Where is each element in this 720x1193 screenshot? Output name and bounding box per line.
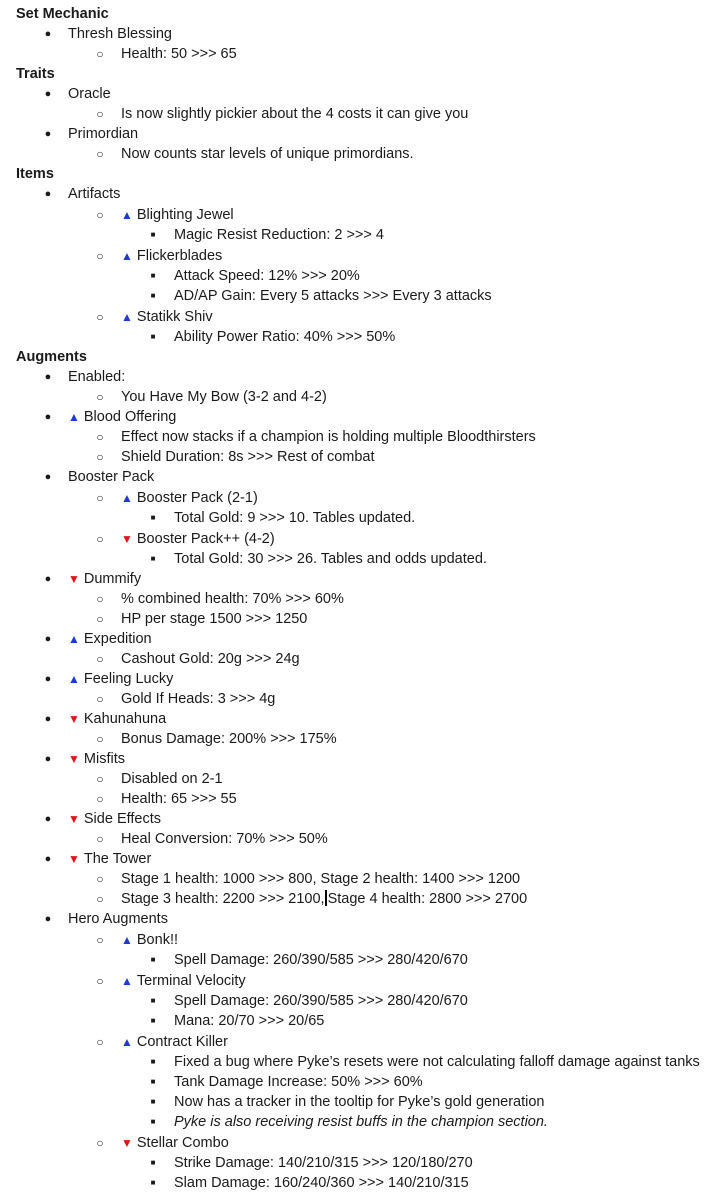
item-text	[174, 1112, 548, 1132]
item-text	[121, 1032, 228, 1052]
item-text	[68, 669, 173, 689]
list-item	[0, 729, 720, 749]
item-text	[174, 286, 492, 306]
item-label: Is now slightly pickier about the 4 costs it can give you	[121, 106, 469, 122]
item-label: Strike Damage: 140/210/315 >>> 120/180/270	[174, 1155, 473, 1171]
item-label: Spell Damage: 260/390/585 >>> 280/420/670	[174, 993, 468, 1009]
item-text	[121, 44, 237, 64]
item-label: Shield Duration: 8s >>> Rest of combat	[121, 449, 375, 465]
item-label: Misfits	[83, 751, 125, 767]
bullet-circle: ○	[96, 612, 104, 626]
list-item	[0, 407, 720, 427]
item-label: Dummify	[83, 571, 142, 587]
item-label: Heal Conversion: 70% >>> 50%	[121, 831, 328, 847]
list-item	[0, 809, 720, 829]
item-text	[68, 749, 125, 769]
item-label: Blighting Jewel	[136, 207, 234, 223]
buff-arrow-icon: ▲	[121, 933, 133, 947]
item-text	[68, 407, 176, 427]
list-item	[0, 549, 720, 569]
item-label: Terminal Velocity	[136, 973, 246, 989]
bullet-circle: ○	[96, 592, 104, 606]
item-text	[121, 447, 375, 467]
bullet-square: ■	[150, 332, 156, 341]
item-text	[68, 909, 168, 929]
list-item	[0, 849, 720, 869]
nerf-arrow-icon: ▼	[68, 852, 80, 866]
nerf-arrow-icon: ▼	[121, 532, 133, 546]
bullet-square: ■	[150, 554, 156, 563]
item-label: Bonus Damage: 200% >>> 175%	[121, 731, 337, 747]
item-text	[174, 1052, 700, 1072]
bullet-square: ■	[150, 1057, 156, 1066]
item-text	[121, 889, 527, 909]
bullet-disc: ●	[44, 188, 52, 200]
item-label: Total Gold: 30 >>> 26. Tables and odds updated.	[174, 551, 487, 567]
bullet-circle: ○	[96, 692, 104, 706]
list-item	[0, 144, 720, 164]
item-label: Total Gold: 9 >>> 10. Tables updated.	[174, 510, 416, 526]
bullet-disc: ●	[44, 411, 52, 423]
bullet-circle: ○	[96, 47, 104, 61]
item-text	[68, 184, 120, 204]
buff-arrow-icon: ▲	[68, 672, 80, 686]
bullet-circle: ○	[96, 450, 104, 464]
list-item	[0, 1011, 720, 1031]
section-heading: Traits	[16, 66, 55, 82]
item-text	[121, 930, 178, 950]
text-cursor	[325, 890, 327, 906]
item-text	[174, 1092, 545, 1112]
list-item	[0, 1052, 720, 1072]
bullet-circle: ○	[96, 933, 104, 947]
item-text	[174, 991, 468, 1011]
nerf-arrow-icon: ▼	[68, 712, 80, 726]
item-text	[174, 549, 487, 569]
bullet-disc: ●	[44, 713, 52, 725]
nerf-arrow-icon: ▼	[68, 752, 80, 766]
item-text	[121, 769, 223, 789]
item-label: Expedition	[83, 631, 152, 647]
item-label: Bonk!!	[136, 932, 178, 948]
bullet-circle: ○	[96, 1136, 104, 1150]
bullet-circle: ○	[96, 532, 104, 546]
list-item	[0, 709, 720, 729]
item-text	[68, 84, 111, 104]
item-label: The Tower	[83, 851, 152, 867]
bullet-circle: ○	[96, 1035, 104, 1049]
list-item	[0, 184, 720, 204]
list-item	[0, 427, 720, 447]
item-label: Now counts star levels of unique primordians.	[121, 146, 414, 162]
bullet-circle: ○	[96, 430, 104, 444]
item-label: Enabled:	[68, 369, 126, 385]
bullet-circle: ○	[96, 310, 104, 324]
bullet-circle: ○	[96, 147, 104, 161]
item-text	[121, 971, 246, 991]
list-item	[0, 387, 720, 407]
bullet-circle: ○	[96, 792, 104, 806]
item-label: Booster Pack	[68, 469, 155, 485]
item-text	[174, 266, 360, 286]
list-item	[0, 609, 720, 629]
list-item	[0, 1133, 720, 1153]
item-label: Spell Damage: 260/390/585 >>> 280/420/670	[174, 952, 468, 968]
item-label: Mana: 20/70 >>> 20/65	[174, 1013, 325, 1029]
item-text	[121, 609, 307, 629]
item-label: Kahunahuna	[83, 711, 167, 727]
item-label: Gold If Heads: 3 >>> 4g	[121, 691, 276, 707]
list-item	[0, 246, 720, 266]
buff-arrow-icon: ▲	[68, 632, 80, 646]
buff-arrow-icon: ▲	[121, 310, 133, 324]
list-item	[0, 1173, 720, 1193]
list-item	[0, 649, 720, 669]
bullet-square: ■	[150, 955, 156, 964]
item-text	[174, 327, 395, 347]
item-label: Stage 3 health: 2200 >>> 2100,	[121, 891, 325, 907]
item-label: Contract Killer	[136, 1034, 228, 1050]
item-text	[68, 367, 125, 387]
bullet-circle: ○	[96, 832, 104, 846]
bullet-square: ■	[150, 1158, 156, 1167]
item-label: Statikk Shiv	[136, 309, 213, 325]
bullet-disc: ●	[44, 633, 52, 645]
bullet-disc: ●	[44, 753, 52, 765]
item-text	[174, 1011, 324, 1031]
item-text	[121, 387, 327, 407]
bullet-square: ■	[150, 513, 156, 522]
item-text	[68, 467, 154, 487]
item-text	[121, 869, 520, 889]
item-label: AD/AP Gain: Every 5 attacks >>> Every 3 attacks	[174, 288, 492, 304]
bullet-square: ■	[150, 1178, 156, 1187]
item-label: Primordian	[68, 126, 139, 142]
bullet-disc: ●	[44, 371, 52, 383]
bullet-circle: ○	[96, 249, 104, 263]
list-item	[0, 508, 720, 528]
bullet-circle: ○	[96, 772, 104, 786]
list-item	[0, 44, 720, 64]
item-text	[68, 569, 141, 589]
item-label: Booster Pack (2-1)	[136, 490, 258, 506]
item-label: Thresh Blessing	[68, 26, 172, 42]
item-label: Pyke is also receiving resist buffs in the champion section.	[174, 1114, 548, 1130]
bullet-circle: ○	[96, 107, 104, 121]
item-label: HP per stage 1500 >>> 1250	[121, 611, 308, 627]
bullet-square: ■	[150, 1097, 156, 1106]
list-item	[0, 1153, 720, 1173]
bullet-circle: ○	[96, 390, 104, 404]
item-text	[121, 427, 536, 447]
bullet-disc: ●	[44, 88, 52, 100]
list-item	[0, 266, 720, 286]
item-label-continued: Stage 4 health: 2800 >>> 2700	[327, 891, 528, 907]
item-label: You Have My Bow (3-2 and 4-2)	[121, 389, 327, 405]
list-item	[0, 629, 720, 649]
bullet-circle: ○	[96, 491, 104, 505]
item-label: Fixed a bug where Pyke’s resets were not calculating falloff damage against tanks	[174, 1054, 700, 1070]
nerf-arrow-icon: ▼	[68, 812, 80, 826]
item-text	[121, 307, 213, 327]
list-item	[0, 367, 720, 387]
bullet-square: ■	[150, 271, 156, 280]
bullet-circle: ○	[96, 892, 104, 906]
list-item	[0, 205, 720, 225]
list-item	[0, 589, 720, 609]
item-text	[121, 729, 337, 749]
item-text	[174, 950, 468, 970]
list-item	[0, 447, 720, 467]
item-text	[174, 1153, 473, 1173]
item-text	[121, 488, 258, 508]
item-label: Artifacts	[68, 186, 121, 202]
item-label: Flickerblades	[136, 248, 223, 264]
item-text	[68, 24, 172, 44]
buff-arrow-icon: ▲	[121, 491, 133, 505]
list-item	[0, 930, 720, 950]
nerf-arrow-icon: ▼	[68, 572, 80, 586]
item-label: Disabled on 2-1	[121, 771, 223, 787]
list-item	[0, 669, 720, 689]
item-text	[68, 629, 152, 649]
section-heading: Items	[16, 166, 54, 182]
bullet-square: ■	[150, 230, 156, 239]
bullet-disc: ●	[44, 573, 52, 585]
list-item	[0, 327, 720, 347]
bullet-disc: ●	[44, 128, 52, 140]
list-item	[0, 971, 720, 991]
item-label: Cashout Gold: 20g >>> 24g	[121, 651, 300, 667]
bullet-square: ■	[150, 1117, 156, 1126]
section-heading: Set Mechanic	[16, 6, 109, 22]
item-text	[121, 246, 222, 266]
item-text	[68, 709, 166, 729]
item-text	[121, 589, 344, 609]
item-text	[174, 225, 384, 245]
item-label: Ability Power Ratio: 40% >>> 50%	[174, 329, 396, 345]
list-item	[0, 225, 720, 245]
item-text	[121, 104, 468, 124]
list-item	[0, 124, 720, 144]
bullet-circle: ○	[96, 732, 104, 746]
list-item	[0, 569, 720, 589]
item-text	[174, 1173, 469, 1193]
list-item	[0, 1112, 720, 1132]
item-label: Oracle	[68, 86, 111, 102]
item-text	[121, 829, 328, 849]
list-item	[0, 1092, 720, 1112]
item-text	[121, 529, 275, 549]
list-item	[0, 24, 720, 44]
item-label: Attack Speed: 12% >>> 20%	[174, 268, 360, 284]
buff-arrow-icon: ▲	[121, 249, 133, 263]
bullet-square: ■	[150, 1016, 156, 1025]
bullet-circle: ○	[96, 652, 104, 666]
list-item	[0, 769, 720, 789]
item-label: Blood Offering	[83, 409, 177, 425]
item-text	[68, 809, 161, 829]
item-text	[121, 1133, 229, 1153]
bullet-disc: ●	[44, 28, 52, 40]
list-item	[0, 909, 720, 929]
bullet-disc: ●	[44, 913, 52, 925]
bullet-circle: ○	[96, 872, 104, 886]
list-item	[0, 889, 720, 909]
list-item	[0, 84, 720, 104]
buff-arrow-icon: ▲	[121, 974, 133, 988]
list-item	[0, 529, 720, 549]
item-label: Health: 50 >>> 65	[121, 46, 237, 62]
item-text	[68, 124, 138, 144]
bullet-disc: ●	[44, 673, 52, 685]
item-label: Stellar Combo	[136, 1135, 229, 1151]
nerf-arrow-icon: ▼	[121, 1136, 133, 1150]
item-label: Booster Pack++ (4-2)	[136, 531, 275, 547]
bullet-square: ■	[150, 996, 156, 1005]
item-label: Tank Damage Increase: 50% >>> 60%	[174, 1074, 423, 1090]
item-label: Health: 65 >>> 55	[121, 791, 237, 807]
list-item	[0, 829, 720, 849]
bullet-disc: ●	[44, 813, 52, 825]
item-text	[121, 689, 275, 709]
list-item	[0, 991, 720, 1011]
item-text	[121, 649, 300, 669]
list-item	[0, 689, 720, 709]
item-label: Now has a tracker in the tooltip for Pyke’s gold generation	[174, 1094, 545, 1110]
item-text	[174, 508, 415, 528]
item-label: % combined health: 70% >>> 60%	[121, 591, 344, 607]
list-item	[0, 1032, 720, 1052]
list-item	[0, 467, 720, 487]
list-item	[0, 286, 720, 306]
bullet-circle: ○	[96, 208, 104, 222]
item-text	[174, 1072, 423, 1092]
item-label: Feeling Lucky	[83, 671, 174, 687]
list-item	[0, 789, 720, 809]
list-item	[0, 950, 720, 970]
buff-arrow-icon: ▲	[121, 1035, 133, 1049]
item-label: Effect now stacks if a champion is holding multiple Bloodthirsters	[121, 429, 536, 445]
list-item	[0, 1072, 720, 1092]
section-heading: Augments	[16, 349, 87, 365]
item-label: Hero Augments	[68, 911, 168, 927]
list-item	[0, 104, 720, 124]
list-item	[0, 869, 720, 889]
item-text	[121, 789, 237, 809]
list-item	[0, 749, 720, 769]
buff-arrow-icon: ▲	[68, 410, 80, 424]
item-label: Slam Damage: 160/240/360 >>> 140/210/315	[174, 1175, 469, 1191]
bullet-square: ■	[150, 291, 156, 300]
list-item	[0, 488, 720, 508]
list-item	[0, 307, 720, 327]
item-text	[68, 849, 151, 869]
bullet-disc: ●	[44, 471, 52, 483]
buff-arrow-icon: ▲	[121, 208, 133, 222]
item-label: Side Effects	[83, 811, 161, 827]
bullet-square: ■	[150, 1077, 156, 1086]
item-label: Magic Resist Reduction: 2 >>> 4	[174, 227, 384, 243]
item-label: Stage 1 health: 1000 >>> 800, Stage 2 health: 1400 >>> 1200	[121, 871, 521, 887]
item-text	[121, 144, 414, 164]
bullet-circle: ○	[96, 974, 104, 988]
bullet-disc: ●	[44, 853, 52, 865]
item-text	[121, 205, 234, 225]
